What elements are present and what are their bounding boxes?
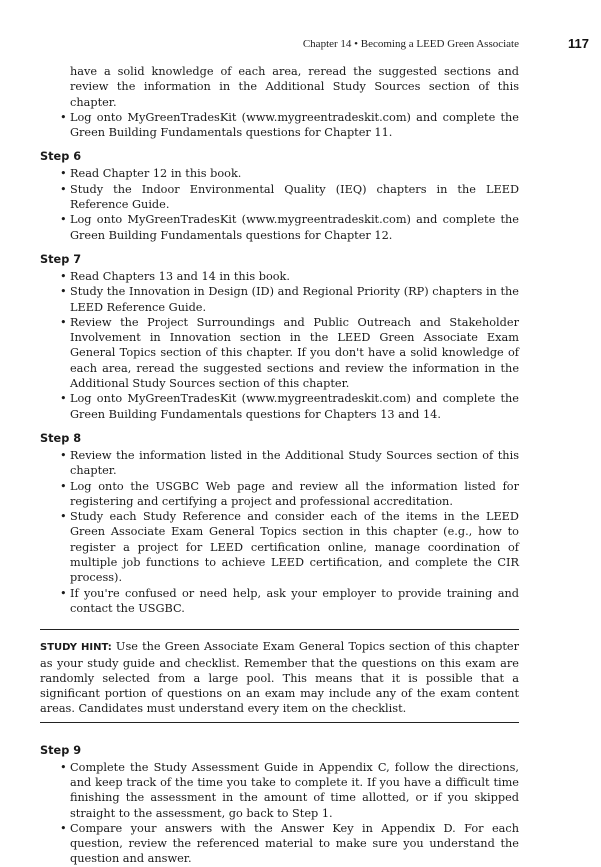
page-body xyxy=(40,64,519,867)
list-item: • Compare your answers with the Answer Key in Appendix D. For each question, review the referenced material to make sure you understand the question and answer. xyxy=(40,821,519,867)
list-item: • Study the Indoor Environmental Quality (IEQ) chapters in the LEED Reference Guide. xyxy=(40,182,519,213)
study-hint-label: STUDY HINT: xyxy=(40,642,112,654)
step-7-heading: Step 7 xyxy=(40,252,82,266)
list-item: • Log onto the USGBC Web page and review all the information listed for registering and certifying a project and professional accreditation. xyxy=(40,479,519,510)
page-header xyxy=(40,36,589,54)
list-item: • Study each Study Reference and consider each of the items in the LEED Green Associate Exam General Topics section in this chapter (e.g., how to register a project for LEED certification online, manage coordination of multiple job functions to achieve LEED certification, and complete the CIR process). xyxy=(40,509,519,585)
list-item: • Read Chapter 12 in this book. xyxy=(40,166,519,181)
list-item: • Log onto MyGreenTradesKit (www.mygreentradeskit.com) and complete the Green Building Fundamentals questions for Chapter 12. xyxy=(40,212,519,243)
continuation-paragraph: have a solid knowledge of each area, reread the suggested sections and review the information in the Additional Study Sources section of this chapter. xyxy=(70,65,519,109)
list-item: • Log onto MyGreenTradesKit (www.mygreentradeskit.com) and complete the Green Building Fundamentals questions for Chapter 11. xyxy=(40,110,519,141)
step-7-list xyxy=(40,269,519,422)
step-6-list xyxy=(40,166,519,242)
list-item: • Read Chapters 13 and 14 in this book. xyxy=(40,269,519,284)
list-item: • Log onto MyGreenTradesKit (www.mygreentradeskit.com) and complete the Green Building Fundamentals questions for Chapters 13 and 14. xyxy=(40,391,519,422)
running-head: Chapter 14 • Becoming a LEED Green Associate xyxy=(302,38,519,50)
step-8-heading: Step 8 xyxy=(40,431,82,445)
list-item: • Review the Project Surroundings and Public Outreach and Stakeholder Involvement in Innovation section in the LEED Green Associate Exam General Topics section of this chapter. If you don't have a solid knowledge of each area, reread the suggested sections and review the information in the Additional Study Sources section of this chapter. xyxy=(40,315,519,391)
list-item: • If you're confused or need help, ask your employer to provide training and contact the USGBC. xyxy=(40,586,519,617)
list-item: • Complete the Study Assessment Guide in Appendix C, follow the directions, and keep track of the time you take to complete it. If you have a difficult time finishing the assessment in the amount of time allotted, or if you skipped straight to the assessment, go back to Step 1. xyxy=(40,760,519,821)
step-9-heading: Step 9 xyxy=(40,743,82,757)
page-number: 117 xyxy=(568,36,589,51)
study-hint-box xyxy=(40,629,519,722)
list-item: • Study the Innovation in Design (ID) and Regional Priority (RP) chapters in the LEED Reference Guide. xyxy=(40,284,519,315)
step-9-list xyxy=(40,760,519,867)
continuation-list xyxy=(40,110,519,141)
list-item: • Review the information listed in the Additional Study Sources section of this chapter. xyxy=(40,448,519,479)
step-6-heading: Step 6 xyxy=(40,150,82,164)
step-8-list xyxy=(40,448,519,616)
study-hint-text: Use the Green Associate Exam General Topics section of this chapter as your study guide and checklist. Remember that the questions on this exam are randomly selected from a large pool. This means that it is possible that a significant portion of questions on an exam may include any of the exam content areas. Candidates must understand every item on the checklist. xyxy=(40,640,519,716)
